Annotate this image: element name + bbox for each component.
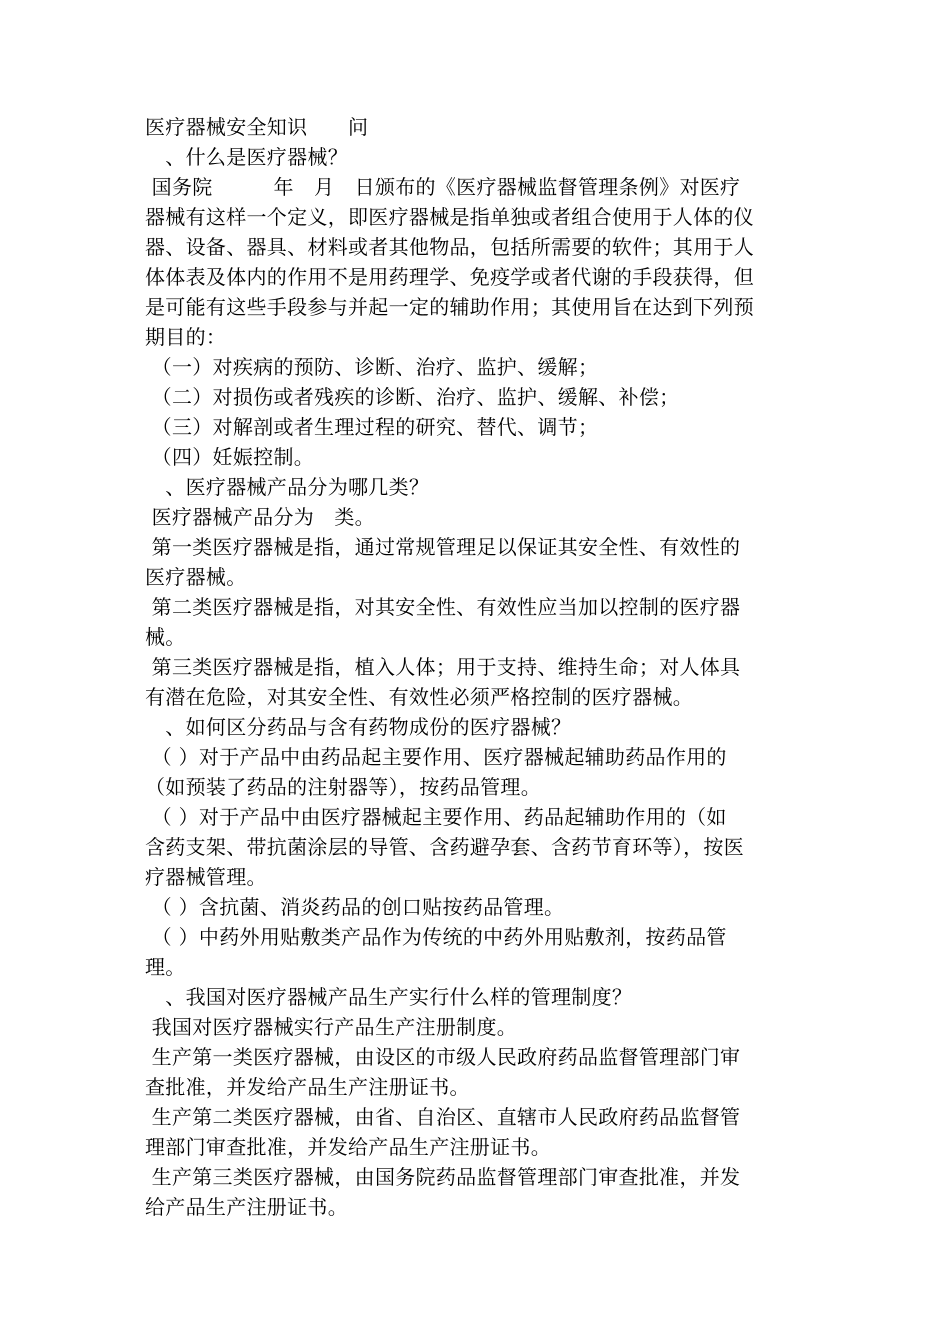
body-line: 疗器械管理。 — [145, 865, 267, 889]
body-line: 器、设备、器具、材料或者其他物品，包括所需要的软件；其用于人 — [145, 235, 754, 259]
body-line: 国务院 年 月 日颁布的《医疗器械监督管理条例》对医疗 — [145, 175, 741, 199]
body-line: 医疗器械产品分为 类。 — [145, 505, 375, 529]
body-line: 我国对医疗器械实行产品生产注册制度。 — [145, 1015, 518, 1039]
body-line: （如预装了药品的注射器等），按药品管理。 — [145, 775, 541, 799]
body-line: 第一类医疗器械是指，通过常规管理足以保证其安全性、有效性的 — [145, 535, 741, 559]
body-line: 第二类医疗器械是指，对其安全性、有效性应当加以控制的医疗器 — [145, 595, 741, 619]
list-item: （ ）含抗菌、消炎药品的创口贴按药品管理。 — [145, 895, 565, 919]
body-line: 期目的： — [145, 325, 227, 349]
list-item: （ ）中药外用贴敷类产品作为传统的中药外用贴敷剂，按药品管 — [145, 925, 727, 949]
body-line: 生产第二类医疗器械，由省、自治区、直辖市人民政府药品监督管 — [145, 1105, 741, 1129]
list-item: （一）对疾病的预防、诊断、治疗、监护、缓解； — [145, 355, 599, 379]
list-item: （三）对解剖或者生理过程的研究、替代、调节； — [145, 415, 599, 439]
body-line: 查批准，并发给产品生产注册证书。 — [145, 1075, 470, 1099]
list-item: （ ）对于产品中由药品起主要作用、医疗器械起辅助药品作用的 — [145, 745, 727, 769]
document-title: 医疗器械安全知识 问 — [145, 115, 369, 139]
list-item: （ ）对于产品中由医疗器械起主要作用、药品起辅助作用的（如 — [145, 805, 727, 829]
body-line: 第三类医疗器械是指，植入人体；用于支持、维持生命；对人体具 — [145, 655, 741, 679]
body-line: 含药支架、带抗菌涂层的导管、含药避孕套、含药节育环等），按医 — [145, 835, 744, 859]
section-heading: 、如何区分药品与含有药物成份的医疗器械？ — [145, 715, 572, 739]
body-line: 械。 — [145, 625, 186, 649]
list-item: （二）对损伤或者残疾的诊断、治疗、监护、缓解、补偿； — [145, 385, 680, 409]
body-line: 是可能有这些手段参与并起一定的辅助作用；其使用旨在达到下列预 — [145, 295, 754, 319]
body-line: 生产第一类医疗器械，由设区的市级人民政府药品监督管理部门审 — [145, 1045, 741, 1069]
list-item: （四）妊娠控制。 — [145, 445, 315, 469]
body-line: 体体表及体内的作用不是用药理学、免疫学或者代谢的手段获得，但 — [145, 265, 754, 289]
body-line: 理。 — [145, 955, 186, 979]
section-heading: 、我国对医疗器械产品生产实行什么样的管理制度？ — [145, 985, 633, 1009]
body-line: 给产品生产注册证书。 — [145, 1195, 348, 1219]
body-line: 器械有这样一个定义，即医疗器械是指单独或者组合使用于人体的仪 — [145, 205, 754, 229]
body-line: 医疗器械。 — [145, 565, 247, 589]
body-line: 理部门审查批准，并发给产品生产注册证书。 — [145, 1135, 551, 1159]
body-line: 有潜在危险，对其安全性、有效性必须严格控制的医疗器械。 — [145, 685, 694, 709]
section-heading: 、医疗器械产品分为哪几类？ — [145, 475, 430, 499]
section-heading: 、什么是医疗器械？ — [145, 145, 348, 169]
body-line: 生产第三类医疗器械，由国务院药品监督管理部门审查批准，并发 — [145, 1165, 741, 1189]
